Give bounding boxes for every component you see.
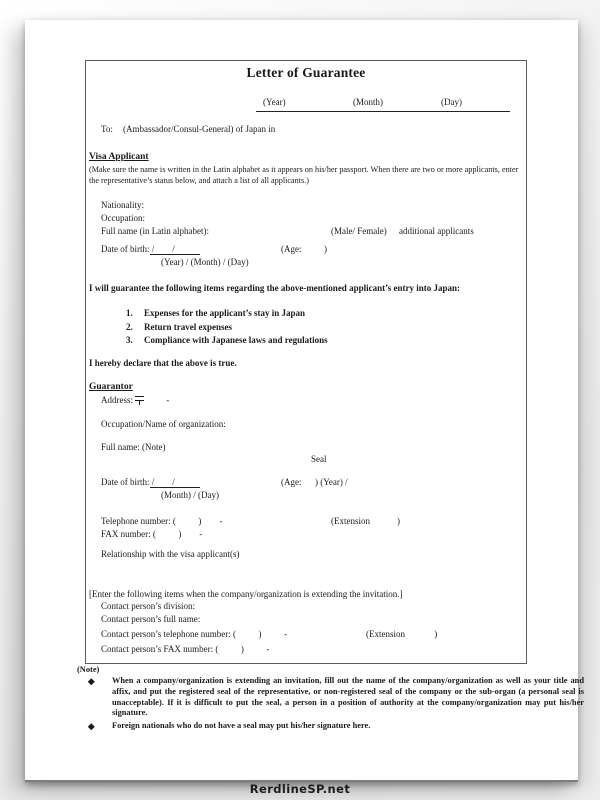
guarantor-telephone-row [101,516,521,527]
item-number: 1. [126,308,133,318]
extension-label: (Extension ) [366,629,438,639]
guarantor-dob-sublabel: (Month) / (Day) [161,490,219,500]
item-number: 2. [126,322,133,332]
note-bullet: When a company/organization is extending an invitation, fill out the name of the company/organization as well as your title and affix, and put the registered seal of the representative, or non-registered seal of the company or the sub-organ (a personal seal is unacceptable). If it is difficult to put the seal, a person in a position of authority at the company/organization may put his/her signature. [112,676,584,718]
dob-label: Date of birth: [101,244,150,254]
date-day-label: (Day) [441,97,462,107]
dob-blank-field: / / [149,244,200,254]
date-line [256,97,510,112]
applicant-dob-row [101,244,521,255]
guarantee-item [126,335,328,346]
visa-applicant-heading: Visa Applicant [89,152,149,162]
item-number: 3. [126,335,133,345]
seal-label: Seal [311,454,327,464]
contact-fax-row: Contact person’s FAX number: ( ) - [101,644,270,654]
note-bullet: Foreign nationals who do not have a seal may put his/her signature here. [112,721,371,730]
watermark-text: RerdlineSP.net [249,782,351,796]
item-text: Return travel expenses [144,322,232,332]
address-dash: - [146,395,170,405]
form-border-box [85,60,527,664]
contact-full-name-label: Contact person’s full name: [101,614,201,624]
postal-mark-icon [135,395,144,404]
guarantor-fax-row: FAX number: ( ) - [101,529,203,539]
full-name-row [101,226,521,237]
age-year-label: (Age: ) (Year) / [281,477,348,487]
note-heading: (Note) [77,665,100,674]
bullet-icon: ◆ [88,677,95,686]
additional-applicants-label: additional applicants [399,226,474,236]
bullet-icon: ◆ [88,722,95,731]
guarantor-occupation-org-label: Occupation/Name of organization: [101,419,226,429]
to-line [101,124,276,135]
guarantor-full-name-label: Full name: (Note) [101,442,166,452]
nationality-label: Nationality: [101,200,144,210]
to-label: To: [101,124,113,134]
contact-division-label: Contact person’s division: [101,601,195,611]
visa-applicant-instructions: (Make sure the name is written in the Latin alphabet as it appears on his/her passport. When there are two or more applicants, enter the representative’s status below, and attach a list of all applicants.) [89,165,519,185]
guarantor-dob-row [101,477,521,488]
relationship-label: Relationship with the visa applicant(s) [101,549,240,559]
applicant-dob-sublabel: (Year) / (Month) / (Day) [161,257,249,267]
male-female-label: (Male/ Female) [331,226,387,236]
guarantor-address-row [101,394,169,406]
extension-label: (Extension ) [331,516,400,526]
occupation-label: Occupation: [101,213,145,223]
document-page [25,20,584,782]
guarantor-heading: Guarantor [89,382,133,392]
telephone-label: Telephone number: ( ) - [101,516,223,526]
item-text: Compliance with Japanese laws and regulations [144,335,328,345]
date-month-label: (Month) [353,97,383,107]
declaration-line: I hereby declare that the above is true. [89,358,237,368]
date-year-label: (Year) [263,97,286,107]
full-name-label: Full name (in Latin alphabet): [101,226,209,236]
telephone-label: Contact person’s telephone number: ( ) - [101,629,287,639]
guarantee-item [126,322,232,333]
guarantee-item [126,308,306,319]
item-text: Expenses for the applicant’s stay in Japan [144,308,306,318]
dob-blank-field: / / [149,477,200,487]
age-label: (Age: ) [281,244,327,254]
guarantee-intro: I will guarantee the following items regarding the above-mentioned applicant’s entry into Japan: [89,283,460,293]
company-section-intro: [Enter the following items when the company/organization is extending the invitation.] [89,589,403,599]
address-label: Address: [101,395,133,405]
page-title: Letter of Guarantee [246,65,366,80]
contact-telephone-row [101,629,521,640]
to-text: (Ambassador/Consul-General) of Japan in [123,124,276,134]
dob-label: Date of birth: [101,477,150,487]
